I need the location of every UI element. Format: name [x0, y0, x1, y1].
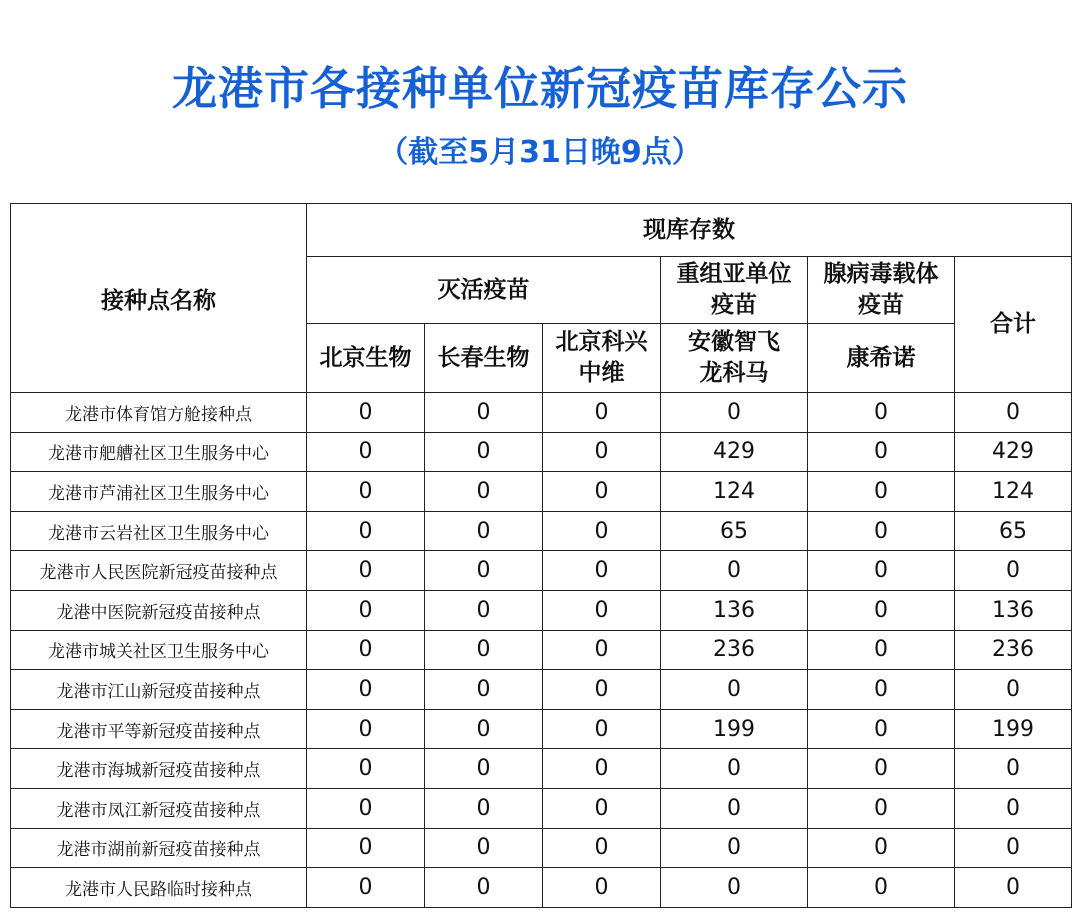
changchun-cell: 0	[425, 472, 543, 512]
cansino-cell: 0	[808, 788, 955, 828]
header-brand-zhifei	[661, 324, 808, 393]
zhifei-cell: 0	[661, 670, 808, 710]
changchun-cell: 0	[425, 393, 543, 433]
total-cell: 0	[955, 670, 1072, 710]
header-brand-sinovac	[543, 324, 661, 393]
table-row	[11, 709, 1072, 749]
zhifei-cell: 65	[661, 511, 808, 551]
zhifei-cell: 0	[661, 551, 808, 591]
header-site-name: 接种点名称	[11, 204, 307, 393]
table-row	[11, 551, 1072, 591]
zhifei-cell: 429	[661, 432, 808, 472]
cansino-cell: 0	[808, 749, 955, 789]
site-name-cell: 龙港市体育馆方舱接种点	[11, 393, 307, 433]
table-row	[11, 511, 1072, 551]
table-row	[11, 630, 1072, 670]
sinovac-cell: 0	[543, 630, 661, 670]
beijing-cell: 0	[307, 511, 425, 551]
table-row	[11, 749, 1072, 789]
header-recombinant-line1: 重组亚单位	[676, 261, 792, 287]
header-total: 合计	[955, 257, 1072, 393]
sinovac-cell: 0	[543, 551, 661, 591]
header-inactivated: 灭活疫苗	[307, 257, 661, 324]
site-name-cell: 龙港市人民医院新冠疫苗接种点	[11, 551, 307, 591]
total-cell: 124	[955, 472, 1072, 512]
header-brand-changchun: 长春生物	[425, 324, 543, 393]
zhifei-cell: 0	[661, 749, 808, 789]
cansino-cell: 0	[808, 709, 955, 749]
cansino-cell: 0	[808, 551, 955, 591]
header-brand-sinovac-line2: 中维	[578, 360, 625, 386]
sinovac-cell: 0	[543, 590, 661, 630]
changchun-cell: 0	[425, 551, 543, 591]
sinovac-cell: 0	[543, 709, 661, 749]
table-row	[11, 590, 1072, 630]
header-brand-zhifei-line1: 安徽智飞	[688, 329, 780, 355]
cansino-cell: 0	[808, 393, 955, 433]
site-name-cell: 龙港市凤江新冠疫苗接种点	[11, 788, 307, 828]
total-cell: 429	[955, 432, 1072, 472]
changchun-cell: 0	[425, 630, 543, 670]
site-name-cell: 龙港市人民路临时接种点	[11, 868, 307, 908]
table-row	[11, 670, 1072, 710]
cansino-cell: 0	[808, 590, 955, 630]
sinovac-cell: 0	[543, 393, 661, 433]
changchun-cell: 0	[425, 709, 543, 749]
changchun-cell: 0	[425, 432, 543, 472]
beijing-cell: 0	[307, 432, 425, 472]
sinovac-cell: 0	[543, 749, 661, 789]
header-brand-beijing: 北京生物	[307, 324, 425, 393]
table-row	[11, 393, 1072, 433]
beijing-cell: 0	[307, 828, 425, 868]
table-row	[11, 432, 1072, 472]
header-adenovirus-line1: 腺病毒载体	[823, 261, 939, 287]
beijing-cell: 0	[307, 472, 425, 512]
changchun-cell: 0	[425, 788, 543, 828]
sinovac-cell: 0	[543, 472, 661, 512]
cansino-cell: 0	[808, 828, 955, 868]
sinovac-cell: 0	[543, 828, 661, 868]
total-cell: 0	[955, 749, 1072, 789]
header-adenovirus	[808, 257, 955, 324]
cansino-cell: 0	[808, 868, 955, 908]
beijing-cell: 0	[307, 788, 425, 828]
header-recombinant	[661, 257, 808, 324]
zhifei-cell: 0	[661, 788, 808, 828]
site-name-cell: 龙港市平等新冠疫苗接种点	[11, 709, 307, 749]
sinovac-cell: 0	[543, 670, 661, 710]
total-cell: 0	[955, 868, 1072, 908]
changchun-cell: 0	[425, 511, 543, 551]
cansino-cell: 0	[808, 472, 955, 512]
site-name-cell: 龙港市海城新冠疫苗接种点	[11, 749, 307, 789]
total-cell: 0	[955, 828, 1072, 868]
table-row	[11, 472, 1072, 512]
page-title: 龙港市各接种单位新冠疫苗库存公示	[171, 62, 908, 115]
sinovac-cell: 0	[543, 788, 661, 828]
zhifei-cell: 124	[661, 472, 808, 512]
beijing-cell: 0	[307, 709, 425, 749]
changchun-cell: 0	[425, 590, 543, 630]
total-cell: 65	[955, 511, 1072, 551]
beijing-cell: 0	[307, 551, 425, 591]
site-name-cell: 龙港市城关社区卫生服务中心	[11, 630, 307, 670]
vaccine-stock-table	[10, 203, 1072, 908]
header-brand-sinovac-line1: 北京科兴	[555, 329, 648, 355]
zhifei-cell: 0	[661, 393, 808, 433]
table-row	[11, 868, 1072, 908]
total-cell: 236	[955, 630, 1072, 670]
zhifei-cell: 0	[661, 868, 808, 908]
beijing-cell: 0	[307, 749, 425, 789]
table-row	[11, 788, 1072, 828]
header-adenovirus-line2: 疫苗	[858, 292, 904, 318]
header-brand-zhifei-line2: 龙科马	[699, 360, 769, 386]
header-stock-group: 现库存数	[307, 204, 1072, 257]
beijing-cell: 0	[307, 393, 425, 433]
beijing-cell: 0	[307, 868, 425, 908]
page-subtitle: （截至5月31日晚9点）	[378, 135, 702, 170]
total-cell: 0	[955, 393, 1072, 433]
site-name-cell: 龙港市云岩社区卫生服务中心	[11, 511, 307, 551]
changchun-cell: 0	[425, 670, 543, 710]
zhifei-cell: 136	[661, 590, 808, 630]
header-recombinant-line2: 疫苗	[711, 292, 757, 318]
changchun-cell: 0	[425, 868, 543, 908]
beijing-cell: 0	[307, 590, 425, 630]
cansino-cell: 0	[808, 630, 955, 670]
beijing-cell: 0	[307, 670, 425, 710]
zhifei-cell: 236	[661, 630, 808, 670]
sinovac-cell: 0	[543, 868, 661, 908]
changchun-cell: 0	[425, 828, 543, 868]
cansino-cell: 0	[808, 670, 955, 710]
sinovac-cell: 0	[543, 511, 661, 551]
site-name-cell: 龙港中医院新冠疫苗接种点	[11, 590, 307, 630]
sinovac-cell: 0	[543, 432, 661, 472]
zhifei-cell: 199	[661, 709, 808, 749]
total-cell: 199	[955, 709, 1072, 749]
beijing-cell: 0	[307, 630, 425, 670]
site-name-cell: 龙港市湖前新冠疫苗接种点	[11, 828, 307, 868]
site-name-cell: 龙港市江山新冠疫苗接种点	[11, 670, 307, 710]
site-name-cell: 龙港市舥艚社区卫生服务中心	[11, 432, 307, 472]
total-cell: 0	[955, 551, 1072, 591]
cansino-cell: 0	[808, 511, 955, 551]
total-cell: 0	[955, 788, 1072, 828]
zhifei-cell: 0	[661, 828, 808, 868]
changchun-cell: 0	[425, 749, 543, 789]
site-name-cell: 龙港市芦浦社区卫生服务中心	[11, 472, 307, 512]
total-cell: 136	[955, 590, 1072, 630]
cansino-cell: 0	[808, 432, 955, 472]
header-brand-cansino: 康希诺	[808, 324, 955, 393]
table-row	[11, 828, 1072, 868]
